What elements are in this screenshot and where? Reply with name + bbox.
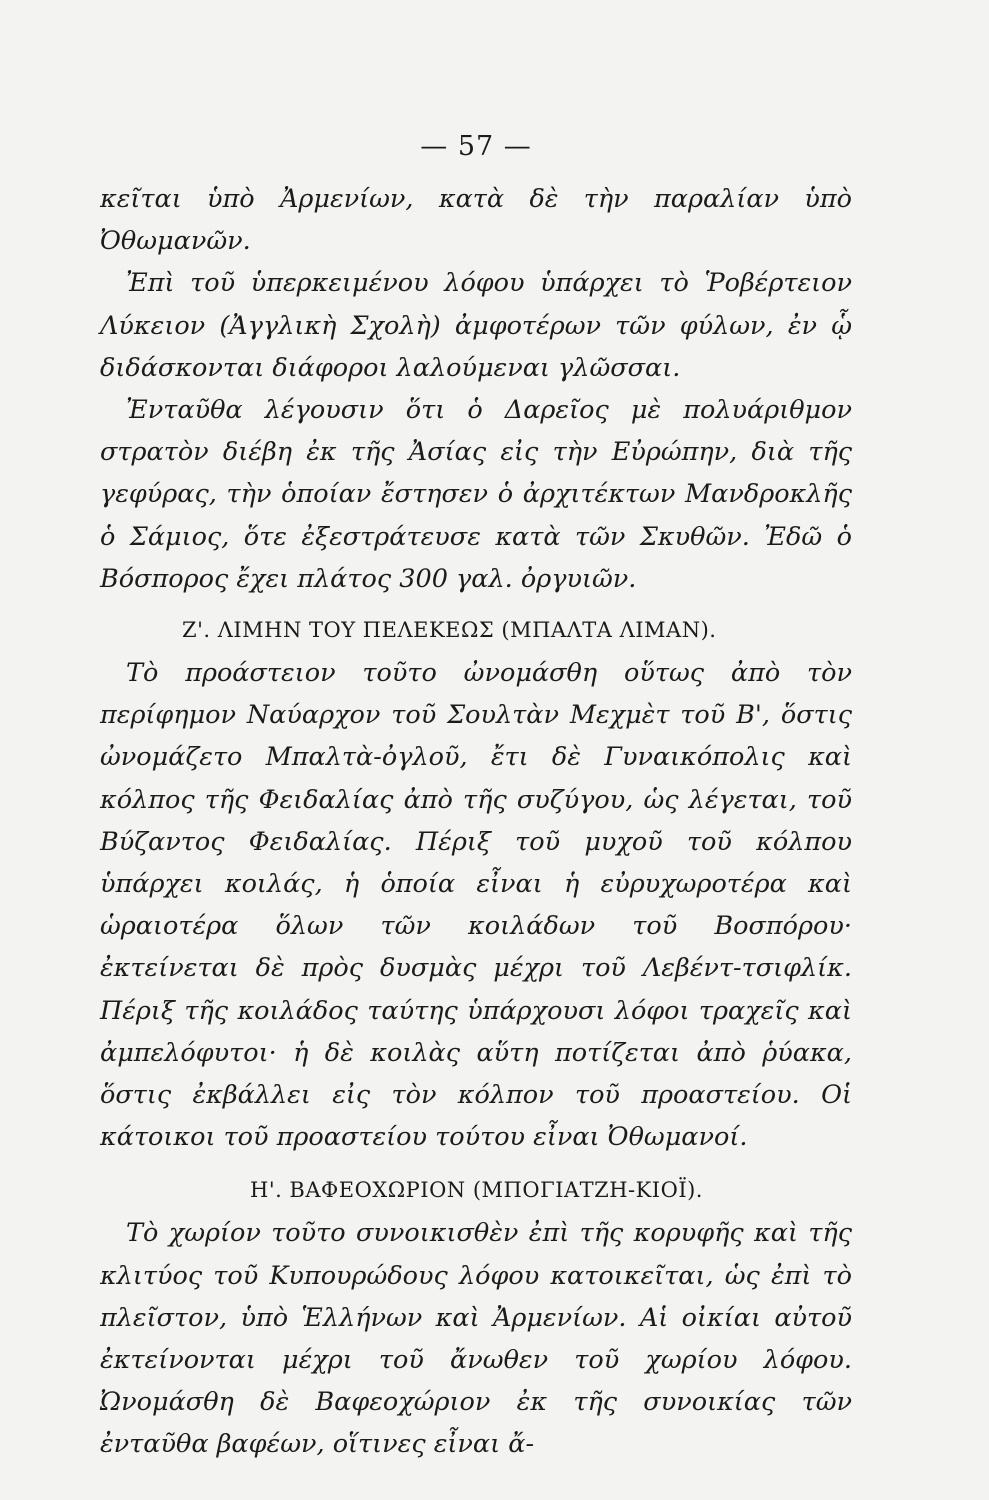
section-heading-baltalimani: Ζ'. ΛΙΜΗΝ ΤΟΥ ΠΕΛΕΚΕΩΣ (ΜΠΑΛΤΑ ΛΙΜΑΝ). xyxy=(182,618,717,643)
page-text-block xyxy=(100,120,852,1466)
paragraph-baltalimani-start: Τὸ προάστειον τοῦτο ὠνομάσθη οὕτως ἀπὸ τὸν περίφημον Ναύαρχον τοῦ Σουλτὰν Μεχμὲτ τοῦ Β', ὅστις ὠνομάζετο Μπαλτὰ-ὀγλοῦ, ἔτι δὲ xyxy=(100,658,852,773)
emphasis-feidalia-bay: κόλπος τῆς Φειδαλίας xyxy=(100,784,394,815)
emphasis-gynaikopolis: Γυναικόπολις xyxy=(604,742,785,773)
paragraph-baltalimani xyxy=(100,652,852,1158)
paragraph-vafeochorion: Τὸ χωρίον τοῦτο συνοικισθὲν ἐπὶ τῆς κορυφῆς καὶ τῆς κλιτύος τοῦ Κυπουρώδους λόφου κατοικεῖται, ὡς ἐπὶ τὸ πλεῖστον, ὑπὸ Ἑλλήνων καὶ Ἀρμενίων. Αἱ οἰκίαι αὐτοῦ ἐκτείνονται μέχρι τοῦ ἄνωθεν τοῦ χωρίου λόφου. Ὠνομάσθη δὲ Βαφεοχώριον ἐκ τῆς συνοικίας τῶν ἐνταῦθα βαφέων, οἵτινες εἶναι ἄ- xyxy=(100,1218,852,1460)
paragraph-robert-college: Ἐπὶ τοῦ ὑπερκειμένου λόφου ὑπάρχει τὸ Ῥοβέρτειον Λύκειον (Ἀγγλικὴ Σχολὴ) ἀμφοτέρων τῶν φύλων, ἐν ᾧ διδάσκονται διάφοροι λαλούμεναι γλῶσσαι. xyxy=(100,268,852,383)
paragraph-armenians: κεῖται ὑπὸ Ἀρμενίων, κατὰ δὲ τὴν παραλίαν ὑπὸ Ὀθωμανῶν. xyxy=(100,184,852,257)
paragraph-baltalimani-mid: καὶ xyxy=(784,742,853,773)
paragraph-baltalimani-end: ἀπὸ τῆς συζύγου, ὡς λέγεται, τοῦ Βύζαντος Φειδαλίας. Πέριξ τοῦ μυχοῦ τοῦ κόλπου ὑπάρχει κοιλάς, ἡ ὁποία εἶναι ἡ εὐρυχωροτέρα καὶ ὡραιοτέρα ὅλων τῶν κοιλάδων τοῦ Βοσπόρου· ἐκτείνεται δὲ πρὸς δυσμὰς μέχρι τοῦ Λεβέντ-τσιφλίκ. Πέριξ τῆς κοιλάδος ταύτης ὑπάρχουσι λόφοι τραχεῖς καὶ ἀμπελόφυτοι· ἡ δὲ κοιλὰς αὕτη ποτίζεται ἀπὸ ῥύακα, ὅστις ἐκβάλλει εἰς τὸν κόλπον τοῦ προαστείου. Οἱ κάτοικοι τοῦ προαστείου τούτου εἶναι Ὀθωμανοί. xyxy=(100,784,852,1153)
paragraph-darius: Ἐνταῦθα λέγουσιν ὅτι ὁ Δαρεῖος μὲ πολυάριθμον στρατὸν διέβη ἐκ τῆς Ἀσίας εἰς τὴν Εὐρώπην, διὰ τῆς γεφύρας, τὴν ὁποίαν ἔστησεν ὁ ἀρχιτέκτων Μανδροκλῆς ὁ Σάμιος, ὅτε ἐξεστράτευσε κατὰ τῶν Σκυθῶν. Ἐδῶ ὁ Βόσπορος ἔχει πλάτος 300 γαλ. ὀργυιῶν. xyxy=(100,395,852,594)
page-number: — 57 — xyxy=(420,131,532,162)
section-heading-vafeochorion: Η'. ΒΑΦΕΟΧΩΡΙΟΝ (ΜΠΟΓΙΑΤΖΗ-ΚΙΟΪ). xyxy=(250,1178,703,1203)
